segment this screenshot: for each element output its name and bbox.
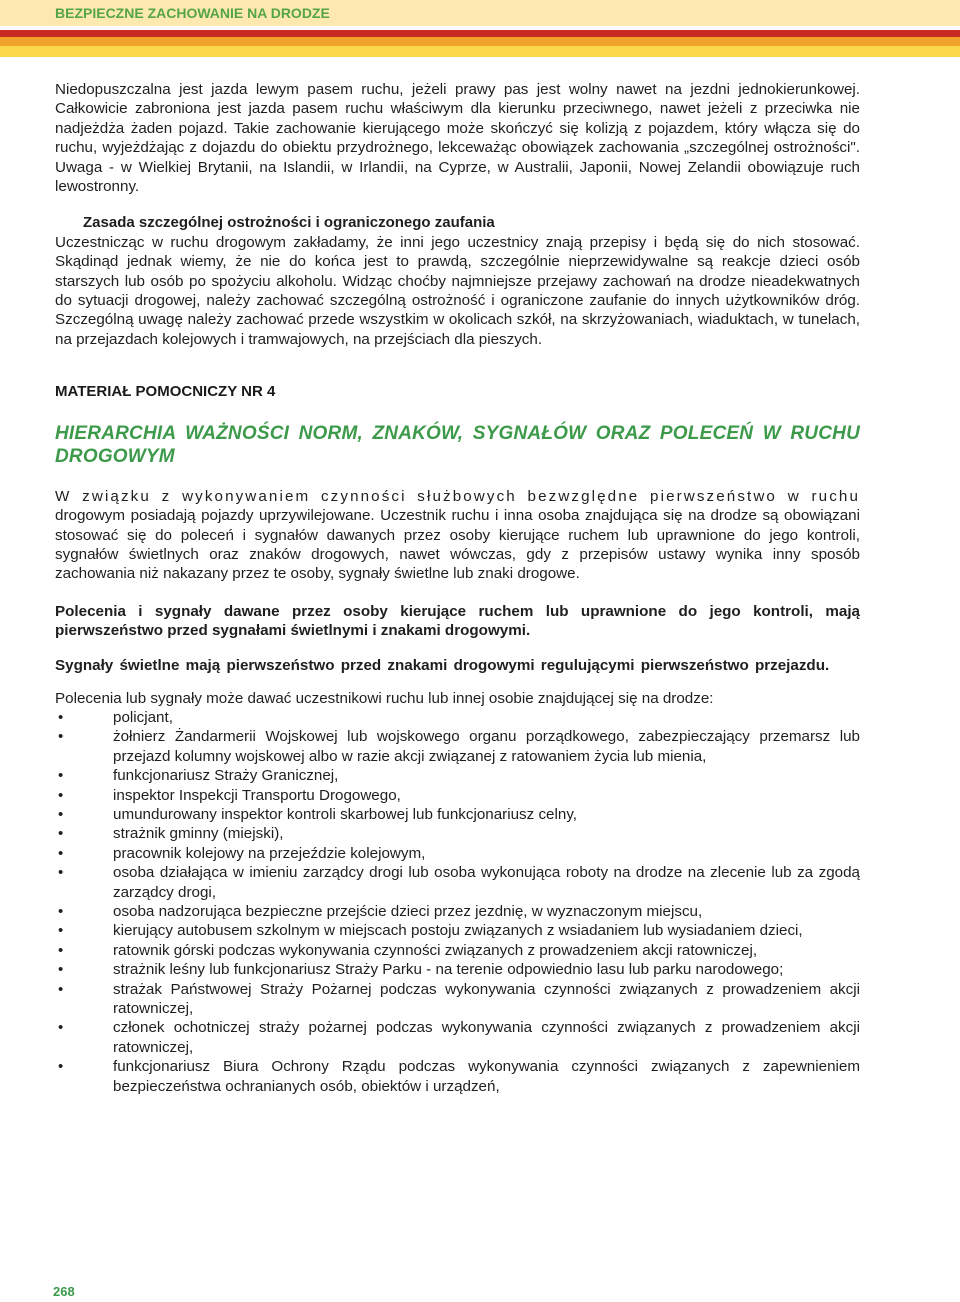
page-content xyxy=(55,80,860,1096)
list-item xyxy=(55,727,860,766)
list-item xyxy=(55,1057,860,1096)
list-intro: Polecenia lub sygnały może dawać uczestnikowi ruchu lub innej osobie znajdującej się na drodze: xyxy=(55,689,714,707)
list-item xyxy=(55,708,860,727)
list-item xyxy=(55,960,860,979)
list-item-text: inspektor Inspekcji Transportu Drogowego, xyxy=(113,786,401,804)
list-item-text: osoba nadzorująca bezpieczne przejście dzieci przez jezdnię, w wyznaczonym miejscu, xyxy=(113,903,703,920)
authorized-persons-list xyxy=(55,708,860,1096)
bullet-icon: • xyxy=(58,844,64,862)
bullet-icon: • xyxy=(58,1019,64,1037)
bullet-icon: • xyxy=(58,864,64,882)
header-stripe-yellow xyxy=(0,46,960,57)
page-title: HIERARCHIA WAŻNOŚCI NORM, ZNAKÓW, SYGNAŁÓW ORAZ POLECEŃ W RUCHU DROGOWYM xyxy=(55,422,860,467)
list-item xyxy=(55,766,860,785)
list-item-text: funkcjonariusz Biura Ochrony Rządu podczas wykonywania czynności związanych z zapewnieniem bezpieczeństwa ochranianych osób, obiektów i urządzeń, xyxy=(113,1058,860,1095)
list-item-text: żołnierz Żandarmerii Wojskowej lub wojskowego organu porządkowego, zabezpieczający przemarsz lub przejazd kolumny wojskowej albo w razie akcji związanej z ratowaniem życia lub mienia, xyxy=(113,728,860,765)
bullet-icon: • xyxy=(58,1058,64,1076)
bullet-icon: • xyxy=(58,941,64,959)
header-stripe-red xyxy=(0,30,960,37)
list-item-text: strażnik gminny (miejski), xyxy=(113,825,284,843)
bullet-icon: • xyxy=(58,708,64,726)
paragraph-priority-rest: drogowym posiadają pojazdy uprzywilejowane. Uczestnik ruchu i inna osoba znajdująca się na drodze są obowiązani stosować się do poleceń i sygnałów dawanych przez osoby kierujące ruchem lub uprawnione do jego kontroli, sygnałów świetlnych oraz znaków drogowych, nawet wówczas, gdy z przepisów ustawy wynika inny sposób zachowania niż nakazany przez te osoby, sygnały świetlne lub znaki drogowe. xyxy=(55,507,860,583)
list-item-text: funkcjonariusz Straży Granicznej, xyxy=(113,767,339,785)
section-subheading: Zasada szczególnej ostrożności i ograniczonego zaufania xyxy=(83,214,495,232)
page-number: 268 xyxy=(53,1284,75,1299)
list-item-text: strażak Państwowej Straży Pożarnej podczas wykonywania czynności związanych z prowadzeniem akcji ratowniczej, xyxy=(113,980,860,1018)
paragraph-left-lane: Niedopuszczalna jest jazda lewym pasem ruchu, jeżeli prawy pas jest wolny nawet na jezdni jednokierunkowej. Całkowicie zabroniona jest jazda pasem ruchu właściwym dla kierunku przeciwnego, nawet jeżeli z przeciwka nie nadjeżdża żaden pojazd. Takie zachowanie kierującego może skończyć się kolizją z pojazdem, który włącza się do ruchu, wyjeżdżając z dojazdu do obiektu przydrożnego, lekceważąc obowiązek zachowania „szczególnej ostrożności". Uwaga - w Wielkiej Brytanii, na Islandii, w Irlandii, na Cyprze, w Australii, Japonii, Nowej Zelandii obowiązuje ruch lewostronny. xyxy=(55,81,860,196)
material-heading: MATERIAŁ POMOCNICZY NR 4 xyxy=(55,383,276,401)
bullet-icon: • xyxy=(58,805,64,823)
list-item-text: ratownik górski podczas wykonywania czynności związanych z prowadzeniem akcji ratowniczej, xyxy=(113,941,758,959)
list-item-text: osoba działająca w imieniu zarządcy drogi lub osoba wykonująca roboty na drodze na zlecenie lub za zgodą zarządcy drogi, xyxy=(113,864,860,901)
list-item xyxy=(55,1018,860,1057)
bullet-icon: • xyxy=(58,903,64,920)
bullet-icon: • xyxy=(58,980,64,998)
list-item-text: policjant, xyxy=(113,708,173,726)
list-item xyxy=(55,863,860,902)
bullet-icon: • xyxy=(58,961,64,979)
bold-paragraph-commands: Polecenia i sygnały dawane przez osoby kierujące ruchem lub uprawnione do jego kontroli, mają pierwszeństwo przed sygnałami świetlnymi i znakami drogowymi. xyxy=(55,602,860,640)
list-item-text: członek ochotniczej straży pożarnej podczas wykonywania czynności związanych z prowadzeniem akcji ratowniczej, xyxy=(113,1019,860,1056)
list-item-text: strażnik leśny lub funkcjonariusz Straży Parku - na terenie odpowiednio lasu lub parku narodowego; xyxy=(113,961,784,979)
list-item xyxy=(55,844,860,863)
list-item-text: kierujący autobusem szkolnym w miejscach postoju związanych z wsiadaniem lub wysiadaniem dzieci, xyxy=(113,922,803,940)
bullet-icon: • xyxy=(58,786,64,804)
bullet-icon: • xyxy=(58,767,64,785)
list-item xyxy=(55,902,860,921)
list-item xyxy=(55,824,860,843)
bullet-icon: • xyxy=(58,728,64,746)
paragraph-priority xyxy=(55,487,860,584)
paragraph-caution-principle: Uczestnicząc w ruchu drogowym zakładamy, że inni jego uczestnicy znają przepisy i będą się do nich stosować. Skądinąd jednak wiemy, że nie do końca jest to prawdą, szczególnie nieprzewidywalne są reakcje dzieci osób starszych lub osób po spożyciu alkoholu. Widząc choćby najmniejsze przejawy zachowań na drodze nieadekwatnych do sytuacji drogowej, należy zachować szczególną ostrożność i ograniczone zaufanie do innych użytkowników dróg. Szczególną uwagę należy zachować przede wszystkim w okolicach szkół, na skrzyżowaniach, wiaduktach, w tunelach, na przejazdach kolejowych i tramwajowych, na przejściach dla pieszych. xyxy=(55,233,860,348)
header-stripe-orange xyxy=(0,37,960,46)
list-item xyxy=(55,980,860,1019)
list-item-text: pracownik kolejowy na przejeździe kolejowym, xyxy=(113,844,426,862)
paragraph-priority-first-line: W związku z wykonywaniem czynności służbowych bezwzględne pierwszeństwo w ruchu xyxy=(55,487,860,505)
bullet-icon: • xyxy=(58,825,64,843)
bold-paragraph-signals: Sygnały świetlne mają pierwszeństwo przed znakami drogowymi regulującymi pierwszeństwo przejazdu. xyxy=(55,656,830,674)
list-item xyxy=(55,921,860,940)
list-item xyxy=(55,786,860,805)
list-item xyxy=(55,941,860,960)
list-item xyxy=(55,805,860,824)
bullet-icon: • xyxy=(58,922,64,940)
running-header: BEZPIECZNE ZACHOWANIE NA DRODZE xyxy=(55,5,330,21)
list-item-text: umundurowany inspektor kontroli skarbowej lub funkcjonariusz celny, xyxy=(113,805,578,823)
